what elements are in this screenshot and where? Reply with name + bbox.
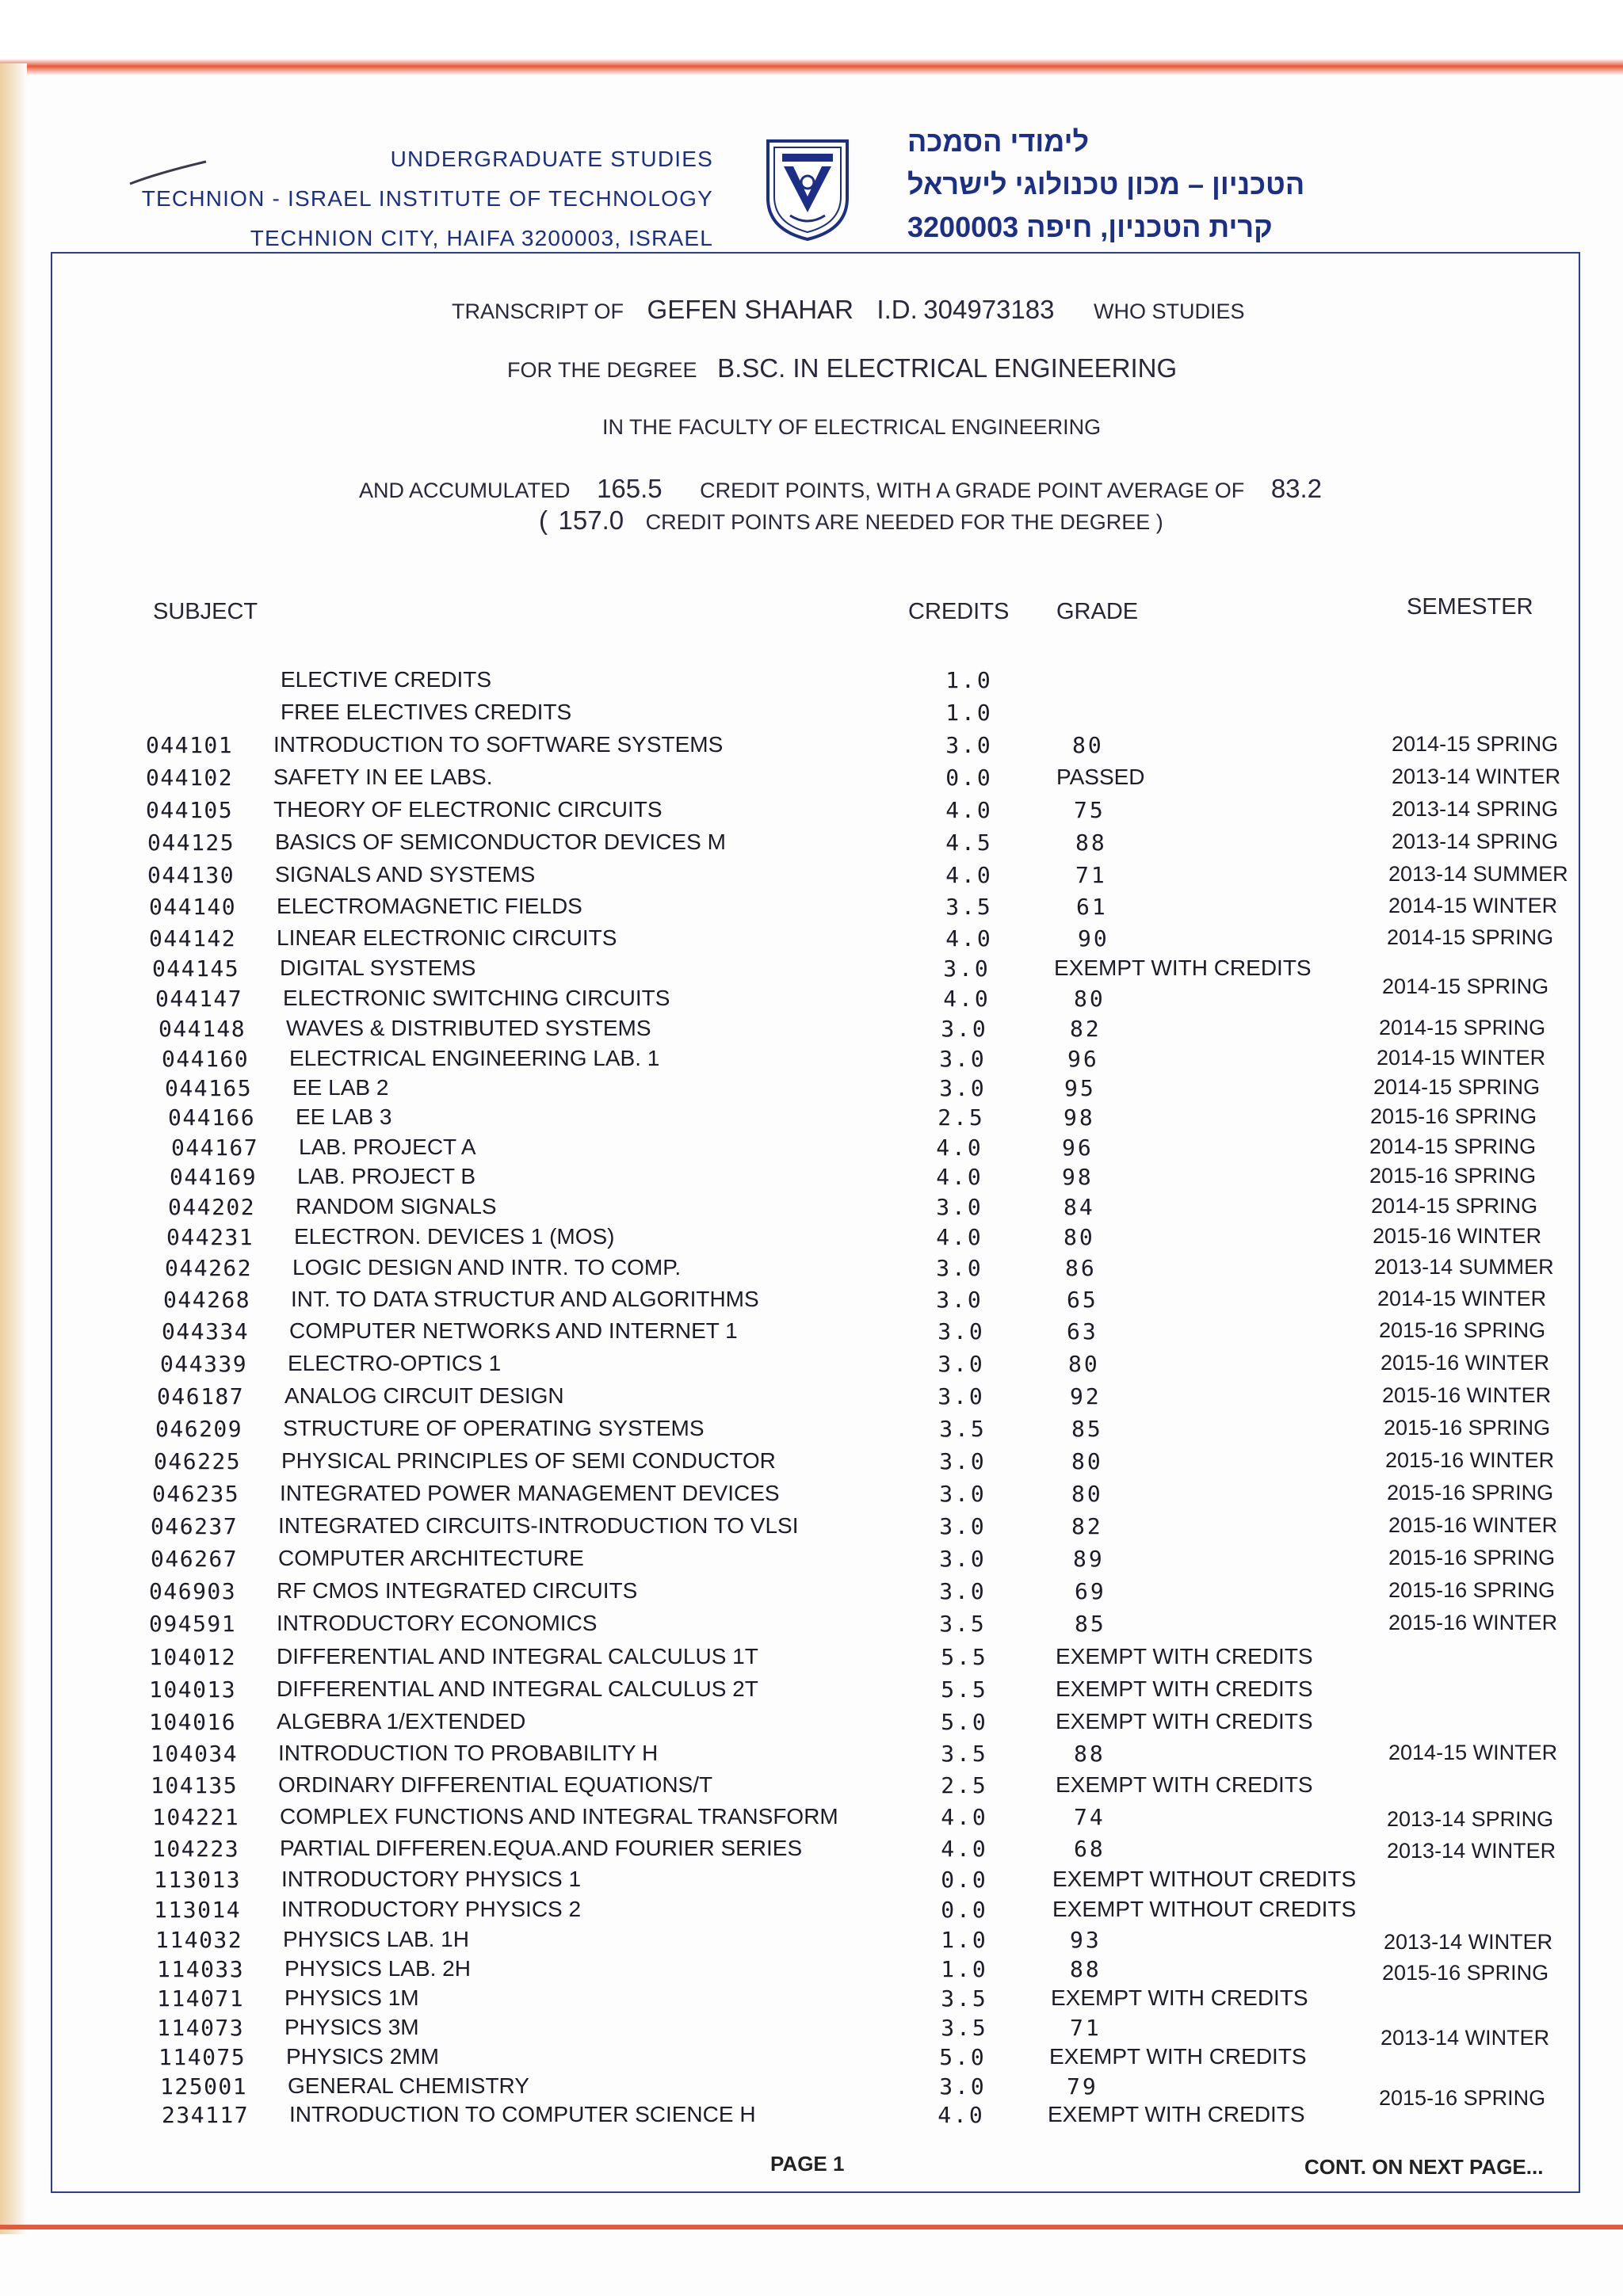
course-semester: 2013-14 SUMMER <box>1374 1255 1554 1279</box>
course-credits: 3.0 <box>938 1351 985 1377</box>
course-credits: 3.0 <box>938 1383 985 1409</box>
course-code: 044202 <box>168 1194 256 1220</box>
course-name: ELECTRO-OPTICS 1 <box>288 1351 502 1375</box>
course-credits: 3.5 <box>939 1611 987 1637</box>
course-credits: 4.0 <box>936 1135 983 1161</box>
column-header-subject: SUBJECT <box>153 599 258 624</box>
course-code: 094591 <box>149 1611 237 1637</box>
course-credits: 5.0 <box>941 1709 988 1735</box>
course-semester: 2014-15 WINTER <box>1377 1046 1546 1070</box>
course-code: 114071 <box>157 1985 245 2012</box>
course-grade: 90 <box>1078 925 1109 952</box>
course-grade: 80 <box>1064 1224 1095 1250</box>
course-grade: 96 <box>1062 1135 1094 1161</box>
course-grade: 85 <box>1075 1611 1106 1637</box>
course-name: COMPUTER ARCHITECTURE <box>278 1546 584 1570</box>
course-grade: 88 <box>1075 830 1107 856</box>
course-semester: 2015-16 SPRING <box>1387 1481 1554 1505</box>
needed-label: CREDIT POINTS ARE NEEDED FOR THE DEGREE ) <box>645 510 1163 534</box>
course-credits: 2.5 <box>938 1104 985 1131</box>
course-grade: 80 <box>1072 732 1104 758</box>
course-name: SAFETY IN EE LABS. <box>273 765 493 789</box>
course-code: 044160 <box>162 1046 250 1072</box>
course-credits: 3.0 <box>943 955 991 982</box>
needed-open-paren: ( <box>539 505 548 535</box>
course-semester: 2013-14 WINTER <box>1384 1930 1553 1954</box>
course-code: 114075 <box>158 2044 246 2070</box>
id-label: I.D. <box>876 295 918 324</box>
course-name: FREE ELECTIVES CREDITS <box>281 700 572 724</box>
course-name: ALGEBRA 1/EXTENDED <box>277 1709 526 1733</box>
course-semester: 2015-16 WINTER <box>1388 1513 1558 1537</box>
course-credits: 0.0 <box>941 1897 988 1923</box>
degree-label: FOR THE DEGREE <box>507 358 697 382</box>
course-semester: 2013-14 WINTER <box>1387 1839 1556 1863</box>
course-credits: 4.0 <box>945 862 993 888</box>
scan-edge-bottom <box>0 2225 1623 2229</box>
course-code: 046235 <box>152 1481 240 1507</box>
course-semester: 2015-16 SPRING <box>1388 1546 1556 1569</box>
course-code: 104223 <box>152 1836 240 1862</box>
gpa-label: CREDIT POINTS, WITH A GRADE POINT AVERAGE OF <box>700 479 1245 502</box>
course-name: STRUCTURE OF OPERATING SYSTEMS <box>283 1416 705 1440</box>
course-name: RF CMOS INTEGRATED CIRCUITS <box>277 1578 638 1603</box>
course-semester: 2014-15 SPRING <box>1379 1016 1546 1039</box>
course-code: 046187 <box>157 1383 245 1409</box>
course-credits: 3.0 <box>936 1255 983 1281</box>
course-semester: 2015-16 WINTER <box>1385 1448 1555 1472</box>
course-grade: EXEMPT WITH CREDITS <box>1056 1676 1313 1701</box>
course-grade: 80 <box>1068 1351 1100 1377</box>
course-code: 234117 <box>162 2102 250 2128</box>
letterhead-hebrew <box>907 120 1304 249</box>
course-credits: 1.0 <box>945 700 993 726</box>
letterhead-line-1: UNDERGRADUATE STUDIES <box>390 147 713 171</box>
course-name: DIFFERENTIAL AND INTEGRAL CALCULUS 1T <box>277 1644 758 1669</box>
student-name: GEFEN SHAHAR <box>647 295 854 324</box>
course-name: INTRODUCTION TO SOFTWARE SYSTEMS <box>273 732 724 757</box>
course-semester: 2014-15 SPRING <box>1373 1075 1541 1099</box>
course-grade: 86 <box>1065 1255 1097 1281</box>
course-credits: 5.0 <box>939 2044 987 2070</box>
course-name: ELECTRONIC SWITCHING CIRCUITS <box>283 986 670 1010</box>
course-credits: 3.0 <box>936 1287 983 1313</box>
course-code: 104013 <box>149 1676 237 1703</box>
course-grade: 98 <box>1064 1104 1095 1131</box>
course-code: 044262 <box>165 1255 253 1281</box>
course-name: PHYSICAL PRINCIPLES OF SEMI CONDUCTOR <box>281 1448 776 1473</box>
column-header-grade: GRADE <box>1056 599 1139 624</box>
course-code: 104221 <box>152 1804 240 1830</box>
course-grade: 74 <box>1074 1804 1106 1830</box>
course-grade: PASSED <box>1056 765 1145 789</box>
course-name: GENERAL CHEMISTRY <box>288 2073 529 2098</box>
course-grade: 92 <box>1070 1383 1102 1409</box>
course-code: 104135 <box>151 1772 239 1798</box>
needed-points: 157.0 <box>558 505 624 535</box>
course-semester: 2014-15 WINTER <box>1377 1287 1547 1310</box>
course-name: LAB. PROJECT A <box>299 1135 476 1159</box>
course-semester: 2015-16 SPRING <box>1388 1578 1556 1602</box>
course-code: 044339 <box>160 1351 248 1377</box>
technion-emblem-icon <box>763 136 852 242</box>
scan-edge-top <box>0 0 1623 75</box>
course-name: LAB. PROJECT B <box>297 1164 476 1188</box>
continued-note: CONT. ON NEXT PAGE... <box>1304 2155 1544 2179</box>
course-code: 114033 <box>157 1956 245 1982</box>
course-name: INTEGRATED POWER MANAGEMENT DEVICES <box>280 1481 780 1505</box>
summary-line-faculty <box>602 415 1101 440</box>
who-studies-label: WHO STUDIES <box>1093 299 1245 323</box>
course-semester: 2015-16 WINTER <box>1388 1611 1558 1634</box>
accumulated-label: AND ACCUMULATED <box>359 479 571 502</box>
course-grade: EXEMPT WITHOUT CREDITS <box>1052 1867 1357 1891</box>
course-credits: 3.0 <box>939 2073 987 2100</box>
course-name: INTRODUCTORY PHYSICS 1 <box>281 1867 582 1891</box>
scan-edge-left <box>0 63 27 2234</box>
course-name: INTEGRATED CIRCUITS-INTRODUCTION TO VLSI <box>278 1513 799 1538</box>
course-code: 113013 <box>154 1867 242 1893</box>
course-semester: 2014-15 SPRING <box>1382 974 1549 998</box>
course-credits: 4.0 <box>943 986 991 1012</box>
course-semester: 2015-16 SPRING <box>1384 1416 1551 1440</box>
course-code: 044148 <box>158 1016 246 1042</box>
column-header-semester: SEMESTER <box>1407 594 1533 620</box>
course-grade: 61 <box>1076 894 1108 920</box>
course-code: 046237 <box>151 1513 239 1539</box>
page-number: PAGE 1 <box>770 2152 845 2176</box>
course-semester: 2014-15 WINTER <box>1388 1741 1558 1764</box>
course-credits: 5.5 <box>941 1676 988 1703</box>
course-semester: 2015-16 WINTER <box>1382 1383 1552 1407</box>
course-name: SIGNALS AND SYSTEMS <box>275 862 536 887</box>
course-code: 114032 <box>155 1927 243 1953</box>
course-code: 104034 <box>151 1741 239 1767</box>
course-name: ELECTRON. DEVICES 1 (MOS) <box>294 1224 615 1249</box>
letterhead-english <box>142 139 713 258</box>
course-grade: 93 <box>1070 1927 1102 1953</box>
degree-name: B.SC. IN ELECTRICAL ENGINEERING <box>717 353 1178 383</box>
course-grade: 75 <box>1074 797 1106 823</box>
course-code: 113014 <box>154 1897 242 1923</box>
course-code: 044334 <box>162 1318 250 1344</box>
course-code: 044142 <box>149 925 237 952</box>
course-code: 104012 <box>149 1644 237 1670</box>
course-name: INT. TO DATA STRUCTUR AND ALGORITHMS <box>291 1287 759 1311</box>
course-semester: 2014-15 SPRING <box>1369 1135 1537 1158</box>
course-code: 044125 <box>147 830 235 856</box>
course-credits: 3.0 <box>945 732 993 758</box>
course-code: 104016 <box>149 1709 237 1735</box>
column-header-credits: CREDITS <box>908 599 1010 624</box>
course-grade: EXEMPT WITH CREDITS <box>1054 955 1312 980</box>
course-credits: 5.5 <box>941 1644 988 1670</box>
course-grade: 71 <box>1075 862 1107 888</box>
course-credits: 3.0 <box>939 1546 987 1572</box>
course-semester: 2013-14 SPRING <box>1387 1807 1554 1831</box>
course-code: 046267 <box>151 1546 239 1572</box>
course-grade: 69 <box>1075 1578 1106 1604</box>
course-credits: 4.0 <box>945 797 993 823</box>
course-grade: 79 <box>1067 2073 1098 2100</box>
course-name: BASICS OF SEMICONDUCTOR DEVICES M <box>275 830 726 854</box>
course-name: ANALOG CIRCUIT DESIGN <box>285 1383 564 1408</box>
course-credits: 0.0 <box>945 765 993 791</box>
course-name: INTRODUCTION TO PROBABILITY H <box>278 1741 659 1765</box>
course-code: 044169 <box>170 1164 258 1190</box>
course-credits: 3.5 <box>941 1741 988 1767</box>
course-semester: 2015-16 SPRING <box>1382 1961 1549 1985</box>
course-code: 044231 <box>166 1224 254 1250</box>
course-code: 044105 <box>146 797 234 823</box>
course-name: INTRODUCTORY ECONOMICS <box>277 1611 598 1635</box>
course-name: LOGIC DESIGN AND INTR. TO COMP. <box>292 1255 682 1280</box>
course-credits: 2.5 <box>941 1772 988 1798</box>
course-credits: 3.5 <box>941 1985 988 2012</box>
course-credits: 4.5 <box>945 830 993 856</box>
course-name: WAVES & DISTRIBUTED SYSTEMS <box>286 1016 651 1040</box>
course-semester: 2014-15 WINTER <box>1388 894 1558 917</box>
course-name: ELECTIVE CREDITS <box>281 667 492 692</box>
course-grade: EXEMPT WITH CREDITS <box>1049 2044 1307 2069</box>
course-grade: EXEMPT WITHOUT CREDITS <box>1052 1897 1357 1921</box>
course-semester: 2013-14 SPRING <box>1392 830 1559 853</box>
course-code: 044166 <box>168 1104 256 1131</box>
course-grade: EXEMPT WITH CREDITS <box>1056 1709 1313 1733</box>
course-grade: 88 <box>1074 1741 1106 1767</box>
summary-line-degree <box>507 353 1177 383</box>
course-name: PARTIAL DIFFEREN.EQUA.AND FOURIER SERIES <box>280 1836 803 1860</box>
course-code: 044165 <box>165 1075 253 1101</box>
course-credits: 3.0 <box>936 1194 983 1220</box>
course-credits: 0.0 <box>941 1867 988 1893</box>
course-semester: 2015-16 SPRING <box>1379 1318 1546 1342</box>
summary-line-transcript <box>452 295 1245 325</box>
course-semester: 2015-16 SPRING <box>1370 1104 1537 1128</box>
course-credits: 3.5 <box>941 2015 988 2041</box>
letterhead-hebrew-line-3: קרית הטכניון, חיפה 3200003 <box>907 211 1273 243</box>
course-grade: 95 <box>1064 1075 1096 1101</box>
course-credits: 3.5 <box>945 894 993 920</box>
course-semester: 2014-15 SPRING <box>1392 732 1559 756</box>
course-semester: 2013-14 WINTER <box>1381 2026 1550 2050</box>
course-code: 044145 <box>152 955 240 982</box>
course-code: 044147 <box>155 986 243 1012</box>
course-credits: 4.0 <box>936 1224 983 1250</box>
course-credits: 3.0 <box>939 1481 987 1507</box>
course-name: DIGITAL SYSTEMS <box>280 955 476 980</box>
course-code: 044167 <box>171 1135 259 1161</box>
letterhead-line-2: TECHNION - ISRAEL INSTITUTE OF TECHNOLOGY <box>141 186 713 211</box>
course-grade: 84 <box>1064 1194 1095 1220</box>
course-code: 044102 <box>146 765 234 791</box>
course-name: COMPLEX FUNCTIONS AND INTEGRAL TRANSFORM <box>280 1804 838 1829</box>
course-grade: 71 <box>1070 2015 1102 2041</box>
course-credits: 1.0 <box>941 1956 988 1982</box>
course-credits: 3.0 <box>941 1016 988 1042</box>
course-grade: EXEMPT WITH CREDITS <box>1048 2102 1305 2126</box>
pen-mark <box>127 157 214 189</box>
course-code: 044140 <box>149 894 237 920</box>
course-grade: EXEMPT WITH CREDITS <box>1056 1772 1313 1797</box>
course-grade: 96 <box>1067 1046 1099 1072</box>
course-name: PHYSICS LAB. 1H <box>283 1927 469 1951</box>
course-code: 044101 <box>146 732 234 758</box>
course-name: PHYSICS 2MM <box>286 2044 439 2069</box>
letterhead-hebrew-line-1: לימודי הסמכה <box>907 125 1090 158</box>
course-name: DIFFERENTIAL AND INTEGRAL CALCULUS 2T <box>277 1676 758 1701</box>
course-credits: 1.0 <box>945 667 993 693</box>
course-credits: 1.0 <box>941 1927 988 1953</box>
course-credits: 3.0 <box>939 1046 987 1072</box>
course-grade: EXEMPT WITH CREDITS <box>1051 1985 1308 2010</box>
course-code: 046903 <box>149 1578 237 1604</box>
course-credits: 4.0 <box>941 1804 988 1830</box>
accumulated-points: 165.5 <box>597 474 663 503</box>
course-name: EE LAB 3 <box>296 1104 392 1129</box>
course-code: 044268 <box>163 1287 251 1313</box>
course-name: ELECTROMAGNETIC FIELDS <box>277 894 582 918</box>
summary-line-needed <box>539 505 1163 536</box>
course-grade: 88 <box>1070 1956 1102 1982</box>
course-name: PHYSICS 3M <box>285 2015 419 2039</box>
course-semester: 2015-16 SPRING <box>1369 1164 1537 1188</box>
course-semester: 2013-14 SPRING <box>1392 797 1559 821</box>
course-grade: 82 <box>1070 1016 1102 1042</box>
course-semester: 2014-15 SPRING <box>1387 925 1554 949</box>
course-name: COMPUTER NETWORKS AND INTERNET 1 <box>289 1318 738 1343</box>
course-name: PHYSICS 1M <box>285 1985 419 2010</box>
course-code: 046225 <box>154 1448 242 1474</box>
course-credits: 4.0 <box>941 1836 988 1862</box>
course-code: 046209 <box>155 1416 243 1442</box>
course-credits: 4.0 <box>938 2102 985 2128</box>
course-name: INTRODUCTION TO COMPUTER SCIENCE H <box>289 2102 756 2126</box>
course-credits: 4.0 <box>945 925 993 952</box>
course-semester: 2014-15 SPRING <box>1371 1194 1538 1218</box>
course-grade: 82 <box>1071 1513 1103 1539</box>
course-semester: 2015-16 WINTER <box>1373 1224 1542 1248</box>
course-grade: 65 <box>1067 1287 1098 1313</box>
faculty-line: IN THE FACULTY OF ELECTRICAL ENGINEERING <box>602 415 1102 439</box>
course-grade: 85 <box>1071 1416 1103 1442</box>
course-code: 125001 <box>160 2073 248 2100</box>
course-semester: 2015-16 SPRING <box>1379 2086 1546 2110</box>
summary-line-accumulated <box>359 474 1322 504</box>
course-credits: 3.0 <box>939 1513 987 1539</box>
course-name: LINEAR ELECTRONIC CIRCUITS <box>277 925 617 950</box>
course-grade: 89 <box>1073 1546 1105 1572</box>
course-name: PHYSICS LAB. 2H <box>285 1956 471 1981</box>
course-name: ELECTRICAL ENGINEERING LAB. 1 <box>289 1046 660 1070</box>
course-credits: 4.0 <box>936 1164 983 1190</box>
gpa-value: 83.2 <box>1270 474 1323 503</box>
course-credits: 3.5 <box>939 1416 987 1442</box>
course-code: 044130 <box>147 862 235 888</box>
course-semester: 2015-16 WINTER <box>1381 1351 1550 1375</box>
course-name: INTRODUCTORY PHYSICS 2 <box>281 1897 582 1921</box>
course-grade: 68 <box>1074 1836 1106 1862</box>
course-name: EE LAB 2 <box>292 1075 389 1100</box>
course-name: THEORY OF ELECTRONIC CIRCUITS <box>273 797 663 822</box>
letterhead-line-3: TECHNION CITY, HAIFA 3200003, ISRAEL <box>250 226 713 250</box>
course-semester: 2013-14 SUMMER <box>1388 862 1568 886</box>
course-code: 114073 <box>157 2015 245 2041</box>
letterhead-hebrew-line-2: הטכניון – מכון טכנולוגי לישראל <box>907 168 1305 200</box>
course-credits: 3.0 <box>939 1448 987 1474</box>
course-semester: 2013-14 WINTER <box>1392 765 1561 788</box>
course-grade: EXEMPT WITH CREDITS <box>1056 1644 1313 1669</box>
transcript-of-label: TRANSCRIPT OF <box>452 299 624 323</box>
course-grade: 63 <box>1067 1318 1098 1344</box>
course-name: RANDOM SIGNALS <box>296 1194 497 1219</box>
course-grade: 80 <box>1071 1481 1103 1507</box>
course-name: ORDINARY DIFFERENTIAL EQUATIONS/T <box>278 1772 713 1797</box>
course-credits: 3.0 <box>939 1075 987 1101</box>
course-grade: 80 <box>1071 1448 1103 1474</box>
id-number: 304973183 <box>923 295 1055 324</box>
course-credits: 3.0 <box>939 1578 987 1604</box>
course-grade: 80 <box>1074 986 1106 1012</box>
course-credits: 3.0 <box>938 1318 985 1344</box>
course-grade: 98 <box>1062 1164 1094 1190</box>
